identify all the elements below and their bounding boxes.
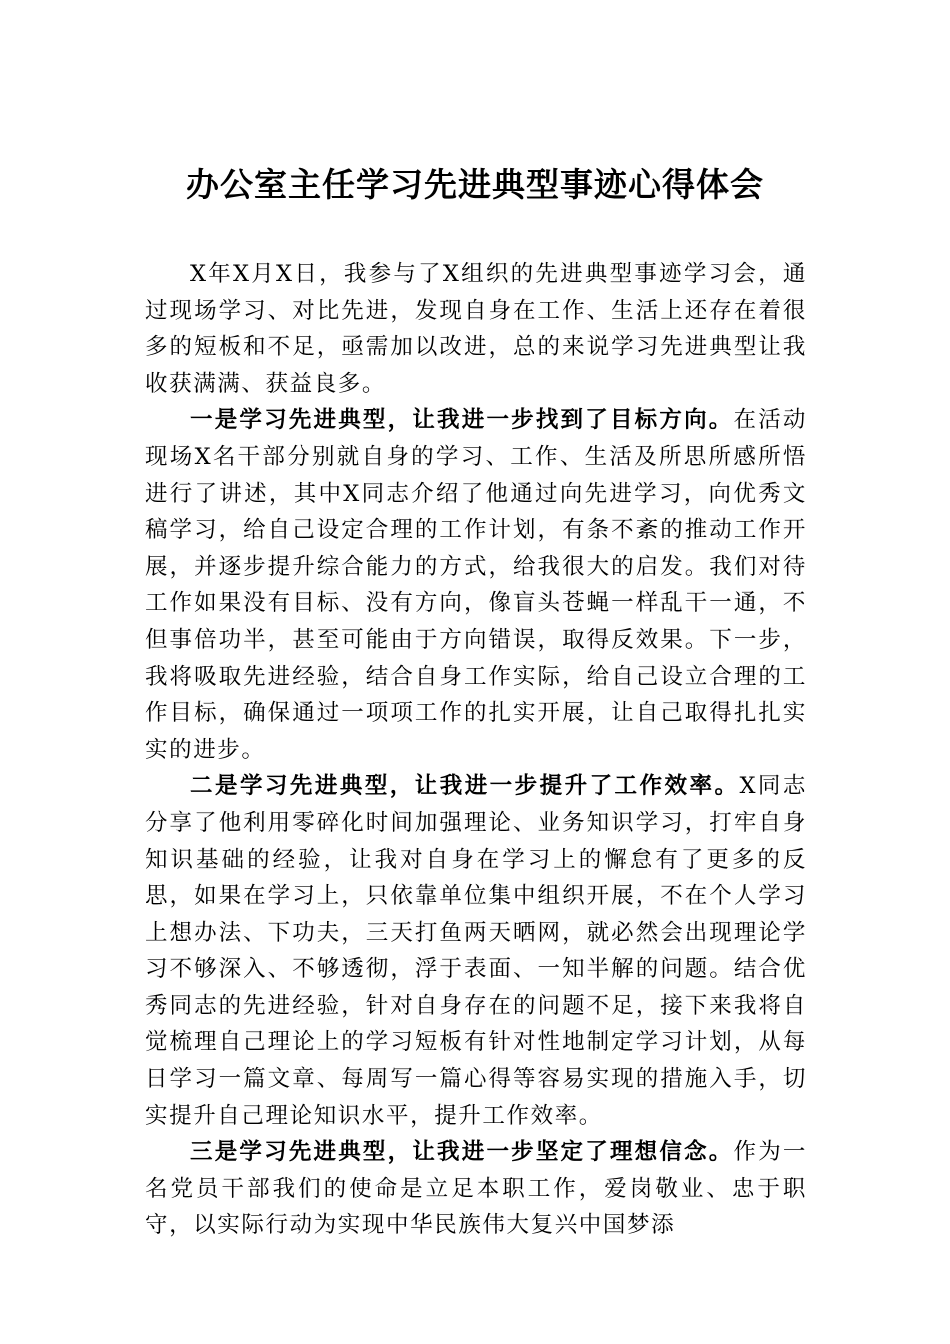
- paragraph-point-two: [145, 768, 807, 1134]
- document-body: [145, 256, 807, 1244]
- paragraph-text: 作为一名党员干部我们的使命是立足本职工作，爱岗敬业、忠于职守，以实际行动为实现中华民族伟大复兴中国梦添: [145, 1139, 807, 1239]
- paragraph-lead: 三是学习先进典型，让我进一步坚定了理想信念。: [190, 1139, 734, 1166]
- paragraph-intro: [145, 256, 807, 402]
- paragraph-text: X同志分享了他利用零碎化时间加强理论、业务知识学习，打牢自身知识基础的经验，让我对自身在学习上的懈怠有了更多的反思，如果在学习上，只依靠单位集中组织开展，不在个人学习上想办法、下功夫，三天打鱼两天晒网，就必然会出现理论学习不够深入、不够透彻，浮于表面、一知半解的问题。结合优秀同志的先进经验，针对自身存在的问题不足，接下来我将自觉梳理自己理论上的学习短板有针对性地制定学习计划，从每日学习一篇文章、每周写一篇心得等容易实现的措施入手，切实提升自己理论知识水平，提升工作效率。: [145, 773, 808, 1129]
- paragraph-lead: 二是学习先进典型，让我进一步提升了工作效率。: [190, 773, 740, 800]
- paragraph-point-one: [145, 402, 807, 768]
- paragraph-text: X年X月X日，我参与了X组织的先进典型事迹学习会，通过现场学习、对比先进，发现自身在工作、生活上还存在着很多的短板和不足，亟需加以改进，总的来说学习先进典型让我收获满满、获益良多。: [145, 261, 807, 397]
- document-title: 办公室主任学习先进典型事迹心得体会: [186, 165, 764, 204]
- paragraph-lead: 一是学习先进典型，让我进一步找到了目标方向。: [190, 407, 734, 434]
- paragraph-point-three: [145, 1134, 807, 1244]
- paragraph-text: 在活动现场X名干部分别就自身的学习、工作、生活及所思所感所悟进行了讲述，其中X同志介绍了他通过向先进学习，向优秀文稿学习，给自己设定合理的工作计划，有条不紊的推动工作开展，并逐步提升综合能力的方式，给我很大的启发。我们对待工作如果没有目标、没有方向，像盲头苍蝇一样乱干一通，不但事倍功半，甚至可能由于方向错误，取得反效果。下一步，我将吸取先进经验，结合自身工作实际，给自己设立合理的工作目标，确保通过一项项工作的扎实开展，让自己取得扎扎实实的进步。: [145, 407, 807, 763]
